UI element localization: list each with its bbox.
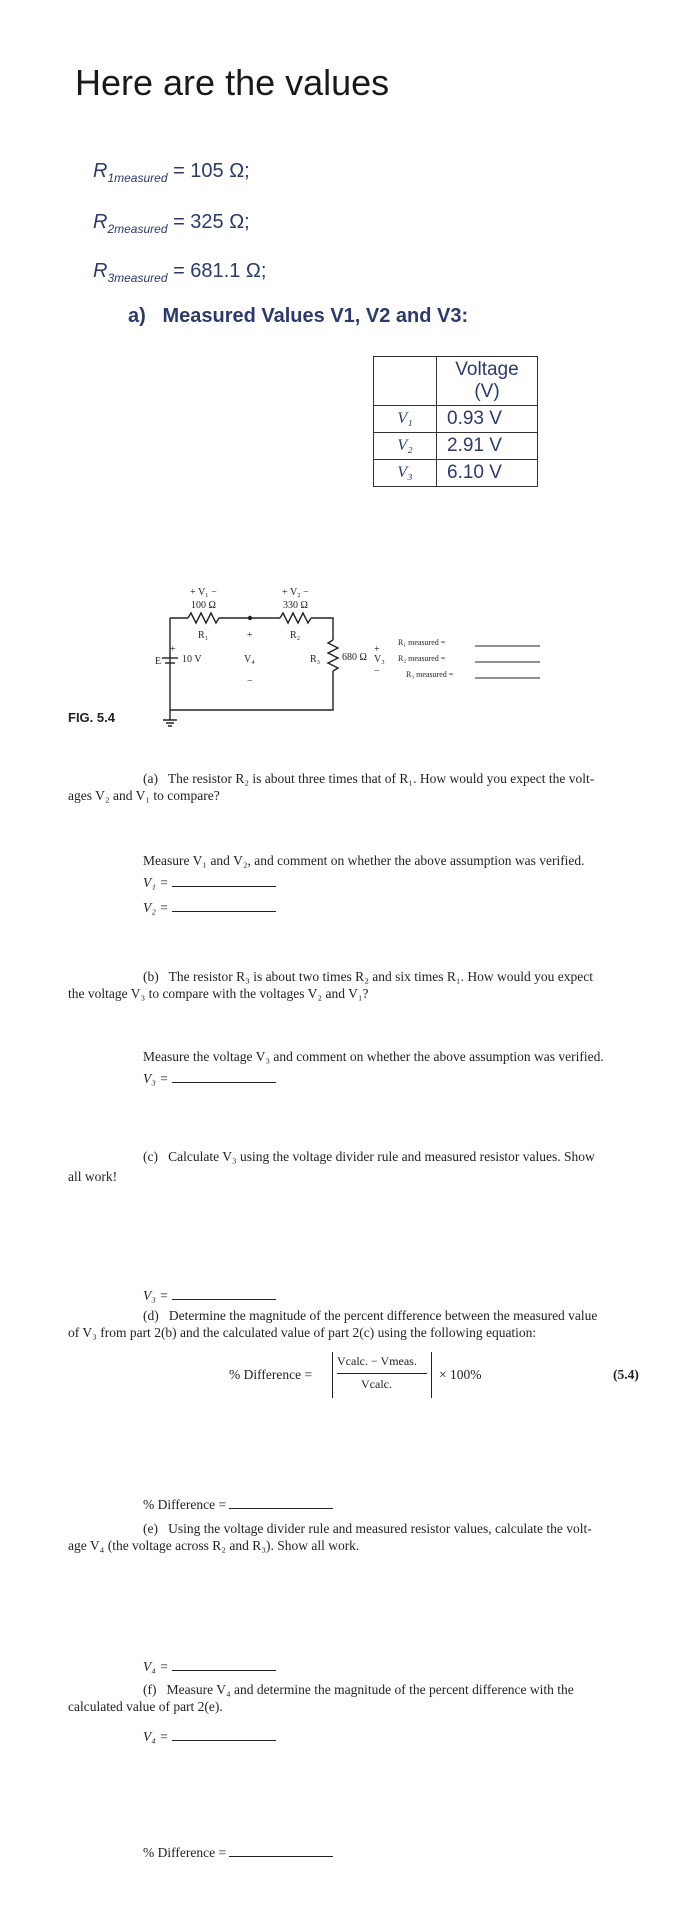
v1-label: V₁ xyxy=(374,406,437,433)
voltage-table-wrap xyxy=(373,356,538,487)
r2-value-label: 330 Ω xyxy=(283,600,308,611)
v3-value: 6.10 V xyxy=(437,460,538,487)
v4-label: V₄ xyxy=(244,654,255,665)
battery-plus: + xyxy=(170,644,176,655)
pct-diff-1-label: % Difference = xyxy=(143,1497,227,1512)
equation-lhs: % Difference = xyxy=(229,1367,313,1382)
question-b-measure: Measure the voltage V₃ and comment on whether the above assumption was verified. xyxy=(143,1049,604,1064)
r3-symbol: R xyxy=(93,260,108,282)
r1-subscript: 1measured xyxy=(107,171,168,185)
v1-value: 0.93 V xyxy=(437,406,538,433)
v2-circuit-label: + V₂ − xyxy=(282,587,309,598)
question-e-line1: (e) Using the voltage divider rule and measured resistor values, calculate the volt- xyxy=(143,1521,592,1536)
figure-label: FIG. 5.4 xyxy=(68,710,115,725)
v2-answer-line xyxy=(143,898,276,916)
v4-answer-blank[interactable] xyxy=(172,1657,276,1671)
ground-icon xyxy=(163,720,177,726)
fraction-bar xyxy=(337,1373,427,1374)
v3-circuit-label: V₃ xyxy=(374,654,385,665)
r1-resistor xyxy=(188,613,219,623)
v1-circuit-label: + V₁ − xyxy=(190,587,217,598)
v3-answer-line xyxy=(143,1069,276,1087)
r2-label: R₂ xyxy=(290,630,301,641)
r1-measured xyxy=(93,160,250,185)
r3-value: = 681.1 Ω; xyxy=(173,260,267,282)
v1-answer-blank[interactable] xyxy=(172,873,276,887)
v3-answer-blank[interactable] xyxy=(172,1069,276,1083)
table-header-row xyxy=(374,357,538,406)
v2-value: 2.91 V xyxy=(437,433,538,460)
source-e-label: E xyxy=(155,656,162,667)
v3-minus: − xyxy=(374,666,380,677)
table-row xyxy=(374,433,538,460)
part-a-heading: a) Measured Values V1, V2 and V3: xyxy=(128,305,469,327)
question-b-line1: (b) The resistor R₃ is about two times R₂ and six times R₁. How would you expect xyxy=(143,969,593,984)
r3-label: R₃ xyxy=(310,654,321,665)
abs-bar-right xyxy=(431,1352,434,1398)
percent-difference-equation xyxy=(229,1352,639,1402)
question-f-line2: calculated value of part 2(e). xyxy=(68,1699,223,1714)
question-d-line2: of V₃ from part 2(b) and the calculated value of part 2(c) using the following equation: xyxy=(68,1325,537,1340)
v4-eq-label: V₄ = xyxy=(143,1659,169,1674)
v4-measured-eq-label: V₄ = xyxy=(143,1729,169,1744)
question-d-line1: (d) Determine the magnitude of the percent difference between the measured value xyxy=(143,1308,598,1323)
r1-value-label: 100 Ω xyxy=(191,600,216,611)
pct-diff-2-answer-line xyxy=(143,1843,333,1861)
r1-symbol: R xyxy=(93,160,108,182)
table-corner-cell xyxy=(374,357,437,406)
v2-label: V₂ xyxy=(374,433,437,460)
v3-calc-eq-label: V₃ = xyxy=(143,1288,169,1303)
v4-minus: − xyxy=(247,676,253,687)
table-row xyxy=(374,460,538,487)
r2-subscript: 2measured xyxy=(107,222,168,236)
question-b-line2: the voltage V₃ to compare with the voltages V₂ and V₁? xyxy=(68,986,369,1001)
equation-number: (5.4) xyxy=(613,1367,639,1382)
question-f-line1: (f) Measure V₄ and determine the magnitude of the percent difference with the xyxy=(143,1682,574,1697)
pct-diff-1-answer-line xyxy=(143,1495,333,1513)
question-c-line1: (c) Calculate V₃ using the voltage divider rule and measured resistor values. Show xyxy=(143,1149,595,1164)
r3-subscript: 3measured xyxy=(107,271,168,285)
page-title: Here are the values xyxy=(75,62,390,103)
r2-symbol: R xyxy=(93,211,108,233)
equation-denominator: Vcalc. xyxy=(361,1377,392,1391)
v4-measured-answer-blank[interactable] xyxy=(172,1727,276,1741)
pct-diff-2-label: % Difference = xyxy=(143,1845,227,1860)
equation-rhs: × 100% xyxy=(439,1367,482,1382)
top-wire-right xyxy=(311,618,333,640)
equation-numerator: Vcalc. − Vmeas. xyxy=(337,1354,417,1368)
node-dot xyxy=(248,616,252,620)
v2-answer-blank[interactable] xyxy=(172,898,276,912)
pct-diff-2-blank[interactable] xyxy=(229,1843,333,1857)
circuit-diagram xyxy=(130,580,570,730)
r3-measured xyxy=(93,260,266,285)
r2-measured xyxy=(93,211,250,236)
r1-label: R₁ xyxy=(198,630,209,641)
pct-diff-1-blank[interactable] xyxy=(229,1495,333,1509)
v3-plus: + xyxy=(374,644,380,655)
v1-answer-line xyxy=(143,873,276,891)
voltage-header: Voltage (V) xyxy=(437,357,538,406)
question-e-line2: age V₄ (the voltage across R₂ and R₃). Show all work. xyxy=(68,1538,360,1553)
table-row xyxy=(374,406,538,433)
r1-value: = 105 Ω; xyxy=(173,160,250,182)
voltage-table xyxy=(373,356,538,487)
source-value-label: 10 V xyxy=(182,654,202,665)
v2-eq-label: V₂ = xyxy=(143,900,169,915)
r3-resistor xyxy=(328,640,338,671)
v3-calc-answer-blank[interactable] xyxy=(172,1286,276,1300)
v4-plus: + xyxy=(247,630,253,641)
r3-measured-label: R₃ measured = xyxy=(406,670,454,679)
abs-bar-left xyxy=(332,1352,335,1398)
question-a-line2: ages V₂ and V₁ to compare? xyxy=(68,788,220,803)
question-c-line2: all work! xyxy=(68,1169,118,1184)
r2-measured-label: R₂ measured = xyxy=(398,654,446,663)
v4-answer-line xyxy=(143,1657,276,1675)
question-a-measure: Measure V₁ and V₂, and comment on whether the above assumption was verified. xyxy=(143,853,585,868)
v3-label: V₃ xyxy=(374,460,437,487)
r2-value: = 325 Ω; xyxy=(173,211,250,233)
v1-eq-label: V₁ = xyxy=(143,875,169,890)
r1-measured-label: R₁ measured = xyxy=(398,638,446,647)
v3-eq-label: V₃ = xyxy=(143,1071,169,1086)
r3-value-label: 680 Ω xyxy=(342,652,367,663)
question-a-line1: (a) The resistor R₂ is about three times that of R₁. How would you expect the volt- xyxy=(143,771,595,786)
r2-resistor xyxy=(280,613,311,623)
v4-measured-answer-line xyxy=(143,1727,276,1745)
v3-calc-answer-line xyxy=(143,1286,276,1304)
